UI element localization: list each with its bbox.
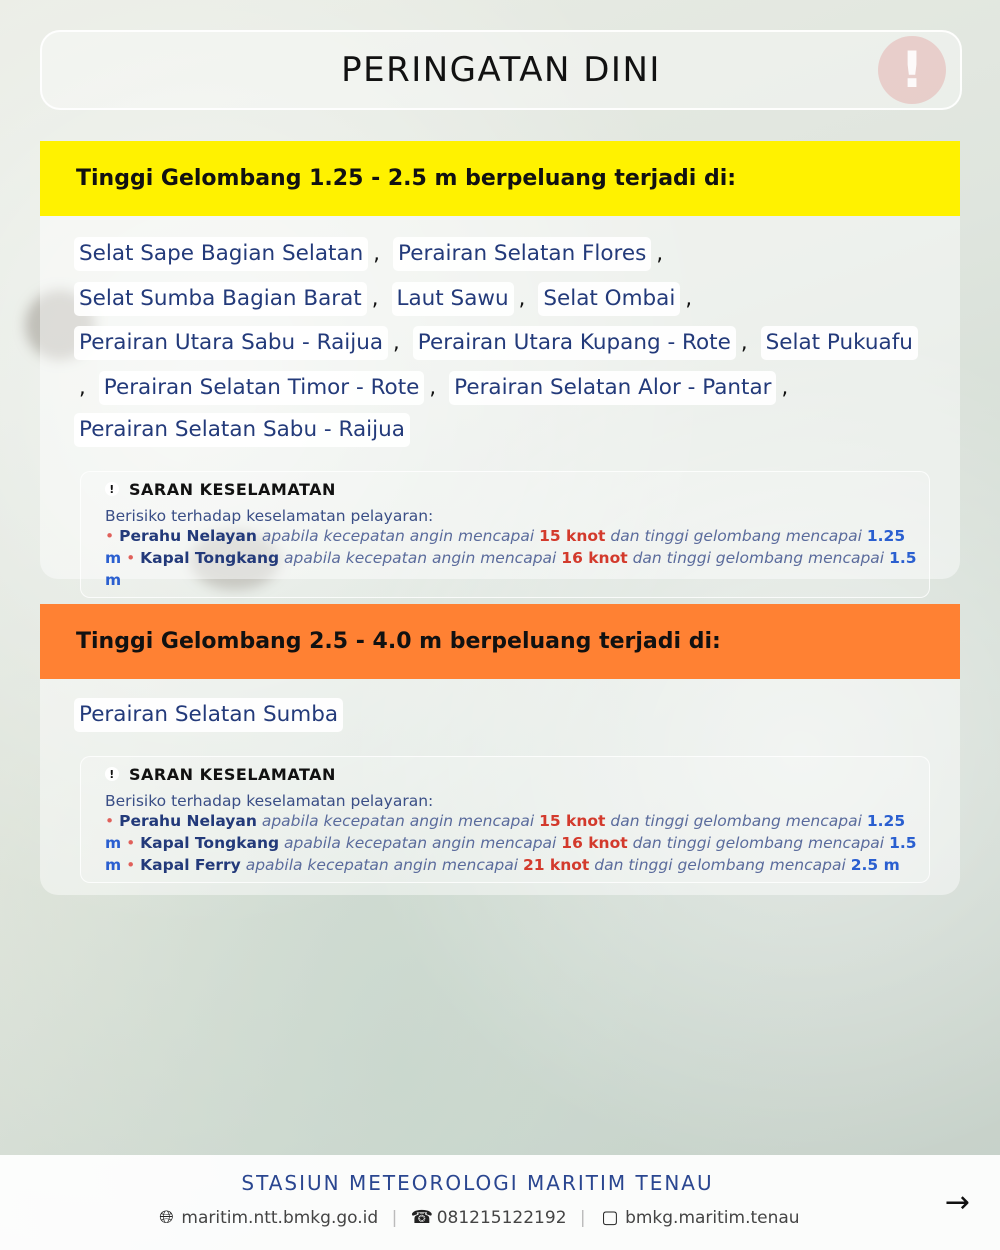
condition-text: apabila kecepatan angin mencapai: [245, 855, 519, 874]
saran-items: [105, 525, 917, 591]
safety-advice-box: [80, 471, 930, 598]
vessel-name: Kapal Tongkang: [140, 548, 280, 567]
warning-card-header: [40, 141, 960, 216]
separator: ,: [429, 374, 437, 399]
separator: ,: [371, 285, 379, 310]
wave-height: 1.25 m: [105, 526, 906, 567]
saran-title: SARAN KESELAMATAN: [129, 479, 336, 499]
alert-icon: !: [878, 36, 946, 104]
station-name: STASIUN METEOROLOGI MARITIM TENAU: [241, 1171, 714, 1195]
instagram-link[interactable]: bmkg.maritim.tenau: [625, 1208, 800, 1228]
page-header: [40, 30, 962, 110]
warning-card-2: [40, 604, 960, 895]
saran-items: [105, 810, 917, 876]
wind-speed: 21 knot: [522, 855, 590, 874]
condition-text: dan tinggi gelombang mencapai: [594, 855, 846, 874]
globe-icon: 🌐︎: [159, 1207, 174, 1228]
arrow-right-icon[interactable]: →: [944, 1185, 970, 1220]
wind-speed: 16 knot: [561, 833, 628, 852]
condition-text: dan tinggi gelombang mencapai: [632, 548, 885, 567]
saran-intro: Berisiko terhadap keselamatan pelayaran:: [105, 791, 434, 810]
separator: ,: [393, 330, 400, 354]
condition-text: dan tinggi gelombang mencapai: [610, 811, 862, 830]
bullet: •: [126, 855, 141, 874]
location-tag: Selat Sape Bagian Selatan: [74, 237, 368, 271]
website-link[interactable]: maritim.ntt.bmkg.go.id: [181, 1208, 379, 1228]
wave-height: 1.25 m: [105, 811, 906, 852]
wave-height: 2.5 m: [850, 855, 900, 874]
bullet: •: [126, 548, 141, 567]
separator: ,: [373, 241, 380, 265]
wind-speed: 15 knot: [539, 811, 606, 830]
location-list: [40, 679, 960, 746]
location-tag: Perairan Utara Sabu - Raijua: [74, 326, 388, 360]
bullet: •: [126, 833, 141, 852]
vessel-name: Perahu Nelayan: [119, 526, 257, 545]
bullet: •: [105, 811, 120, 830]
phone-icon: ☎: [410, 1207, 434, 1228]
separator: ,: [518, 285, 526, 310]
warning-card-1: [40, 141, 960, 589]
phone-link[interactable]: 081215122192: [436, 1208, 567, 1228]
vessel-name: Kapal Ferry: [140, 855, 241, 874]
condition-text: apabila kecepatan angin mencapai: [261, 811, 535, 830]
condition-text: dan tinggi gelombang mencapai: [610, 526, 862, 545]
saran-title: SARAN KESELAMATAN: [129, 764, 336, 784]
warning-icon: !: [105, 482, 119, 496]
wind-speed: 16 knot: [561, 548, 628, 567]
separator: ,: [740, 330, 748, 354]
location-tag: Selat Ombai: [538, 282, 680, 316]
location-list: [40, 216, 960, 461]
wave-height: 1.5 m: [105, 548, 917, 589]
condition-text: apabila kecepatan angin mencapai: [284, 548, 557, 567]
warning-heading: Tinggi Gelombang 2.5 - 4.0 m berpeluang terjadi di:: [76, 629, 721, 654]
wind-speed: 15 knot: [539, 526, 606, 545]
condition-text: apabila kecepatan angin mencapai: [284, 833, 557, 852]
condition-text: dan tinggi gelombang mencapai: [632, 833, 885, 852]
separator: ,: [656, 241, 664, 265]
footer: [0, 1155, 1000, 1250]
location-tag: Perairan Selatan Flores: [393, 237, 651, 271]
condition-text: apabila kecepatan angin mencapai: [261, 526, 535, 545]
page-title: PERINGATAN DINI: [341, 50, 661, 90]
warning-heading: Tinggi Gelombang 1.25 - 2.5 m berpeluang terjadi di:: [76, 166, 737, 191]
location-tag: Perairan Selatan Sabu - Raijua: [74, 413, 410, 447]
location-tag: Laut Sawu: [392, 282, 514, 316]
saran-intro: Berisiko terhadap keselamatan pelayaran:: [105, 506, 434, 525]
bullet: •: [105, 526, 120, 545]
vessel-name: Perahu Nelayan: [119, 811, 257, 830]
location-tag: Perairan Selatan Sumba: [74, 698, 343, 732]
wave-height: 1.5 m: [105, 833, 917, 874]
separator: ,: [781, 374, 789, 399]
contact-links: 🌐︎ maritim.ntt.bmkg.go.id | ☎ 081215122192 | ▢ bmkg.maritim.tenau: [0, 1207, 955, 1228]
location-tag: Selat Sumba Bagian Barat: [74, 282, 367, 316]
separator: ,: [79, 374, 86, 399]
vessel-name: Kapal Tongkang: [140, 833, 280, 852]
location-tag: Perairan Selatan Alor - Pantar: [449, 371, 776, 405]
instagram-icon: ▢: [601, 1207, 619, 1228]
location-tag: Perairan Selatan Timor - Rote: [99, 371, 425, 405]
separator: ,: [685, 285, 692, 310]
warning-icon: !: [105, 767, 119, 781]
safety-advice-box: [80, 756, 930, 883]
warning-card-header: [40, 604, 960, 679]
location-tag: Perairan Utara Kupang - Rote: [413, 326, 736, 360]
location-tag: Selat Pukuafu: [761, 326, 918, 360]
